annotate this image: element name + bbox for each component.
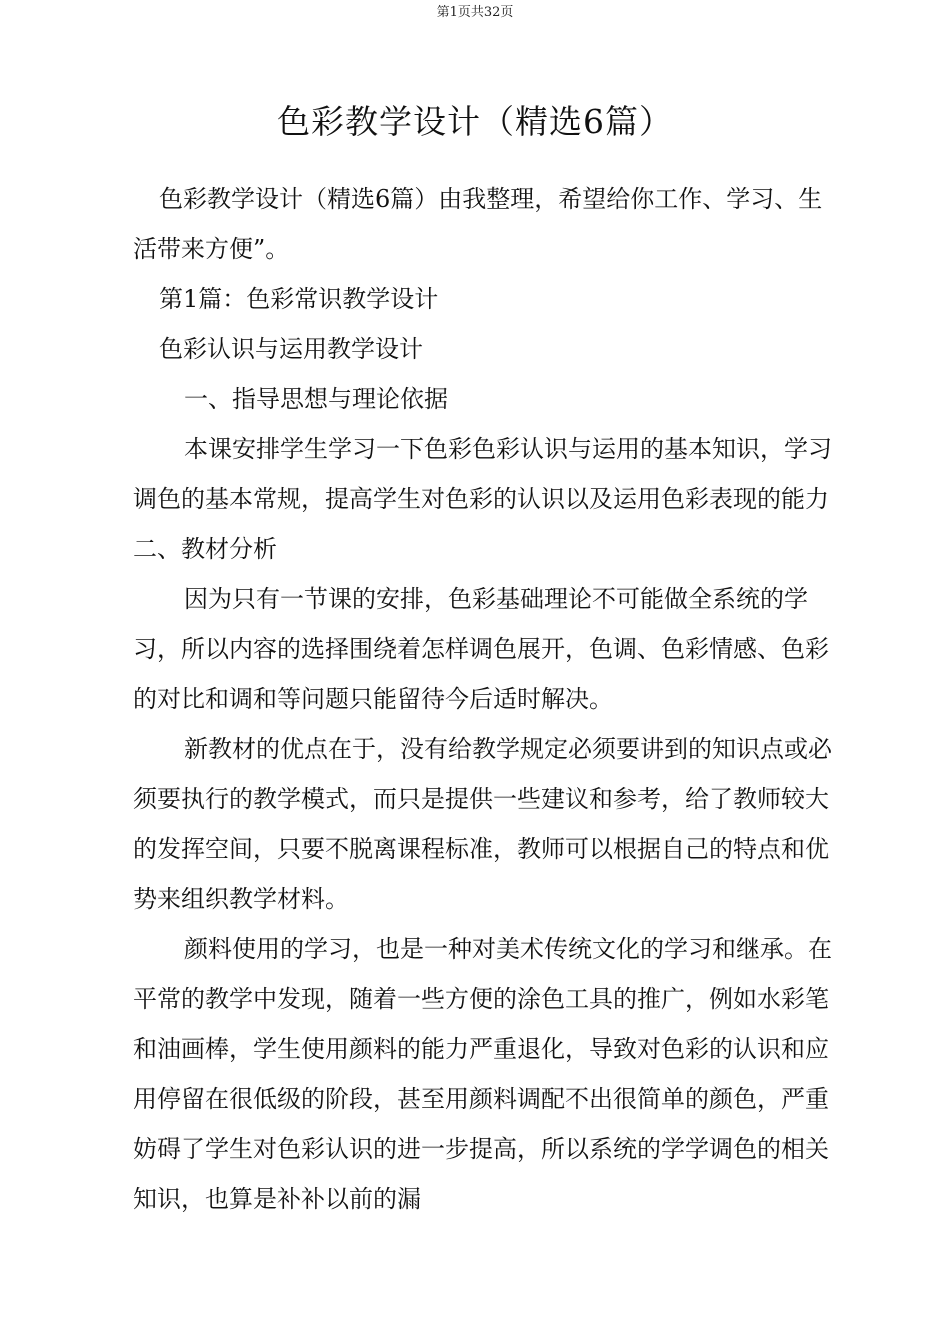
- body-paragraph: 颜料使用的学习，也是一种对美术传统文化的学习和继承。在平常的教学中发现，随着一些方便的涂色工具的推广，例如水彩笔和油画棒，学生使用颜料的能力严重退化，导致对色彩的认识和应用停留在很低级的阶段，甚至用颜料调配不出很简单的颜色，严重妨碍了学生对色彩认识的进一步提高，所以系统的学学调色的相关知识，也算是补补以前的漏: [133, 935, 832, 1213]
- document-title: 色彩教学设计（精选6篇）: [277, 102, 673, 141]
- subtitle: 色彩认识与运用教学设计: [159, 335, 423, 363]
- intro-paragraph: 色彩教学设计（精选6篇）由我整理，希望给你工作、学习、生活带来方便”。: [133, 185, 823, 263]
- document-body: [133, 174, 845, 1224]
- section-heading: 第1篇：色彩常识教学设计: [159, 285, 439, 313]
- body-paragraph: 因为只有一节课的安排，色彩基础理论不可能做全系统的学习，所以内容的选择围绕着怎样调色展开，色调、色彩情感、色彩的对比和调和等问题只能留待今后适时解决。: [133, 585, 829, 713]
- subsection-heading: 一、指导思想与理论依据: [184, 385, 448, 413]
- body-paragraph: 新教材的优点在于，没有给教学规定必须要讲到的知识点或必须要执行的教学模式，而只是提供一些建议和参考，给了教师较大的发挥空间，只要不脱离课程标准，教师可以根据自己的特点和优势来组织教学材料。: [133, 735, 832, 913]
- body-paragraph: 本课安排学生学习一下色彩色彩认识与运用的基本知识，学习调色的基本常规，提高学生对色彩的认识以及运用色彩表现的能力二、教材分析: [133, 435, 832, 563]
- page-indicator: 第1页共32页: [436, 5, 514, 20]
